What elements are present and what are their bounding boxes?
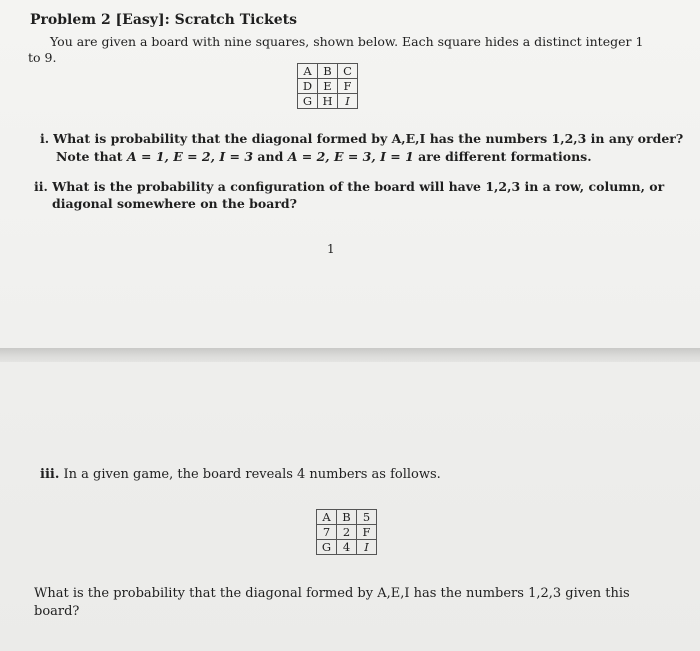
cell-f: F (338, 79, 358, 94)
question-ii-number: ii. (34, 179, 48, 194)
page-gap (0, 348, 700, 362)
question-iii-followup-line1: What is the probability that the diagonal formed by A,E,I has the numbers 1,2,3 given this (34, 586, 630, 601)
cell-d: D (298, 79, 318, 94)
cell-i: I (338, 94, 358, 109)
cell-i: I (357, 540, 377, 555)
cell-h: 4 (337, 540, 357, 555)
problem-title: Problem 2 [Easy]: Scratch Tickets (30, 12, 297, 28)
problem-intro-line2: to 9. (28, 50, 57, 65)
question-i-line2 (56, 149, 592, 164)
question-i-line1 (40, 131, 683, 146)
question-ii-line1 (34, 179, 664, 194)
cell-g: G (298, 94, 318, 109)
cell-d: 7 (317, 525, 337, 540)
question-i-math2: A = 2, E = 3, I = 1 (287, 149, 414, 164)
cell-b: B (318, 64, 338, 79)
question-i-text: What is probability that the diagonal formed by A,E,I has the numbers 1,2,3 in any order? (53, 131, 684, 146)
question-i-number: i. (40, 131, 50, 146)
question-i-note-b: and (253, 149, 288, 164)
page-number: 1 (327, 242, 335, 256)
question-ii-text: What is the probability a configuration of the board will have 1,2,3 in a row, column, or (52, 179, 665, 194)
problem-intro-line1: You are given a board with nine squares, shown below. Each square hides a distinct integer 1 (50, 34, 644, 49)
question-iii-text: In a given game, the board reveals 4 numbers as follows. (63, 467, 441, 482)
cell-c: 5 (357, 510, 377, 525)
page-two (0, 362, 700, 651)
cell-c: C (338, 64, 358, 79)
cell-h: H (318, 94, 338, 109)
cell-e: 2 (337, 525, 357, 540)
question-iii-number: iii. (40, 467, 60, 482)
cell-e: E (318, 79, 338, 94)
board-grid-blank (297, 63, 358, 109)
cell-a: A (317, 510, 337, 525)
question-i-note-c: are different formations. (413, 149, 592, 164)
cell-a: A (298, 64, 318, 79)
board-grid-revealed (316, 509, 377, 555)
question-i-note-a: Note that (56, 149, 127, 164)
question-iii-followup-line2: board? (34, 604, 80, 619)
question-ii-line2: diagonal somewhere on the board? (52, 196, 297, 211)
cell-f: F (357, 525, 377, 540)
question-iii (40, 467, 441, 482)
cell-g: G (317, 540, 337, 555)
question-i-math1: A = 1, E = 2, I = 3 (126, 149, 254, 164)
cell-b: B (337, 510, 357, 525)
